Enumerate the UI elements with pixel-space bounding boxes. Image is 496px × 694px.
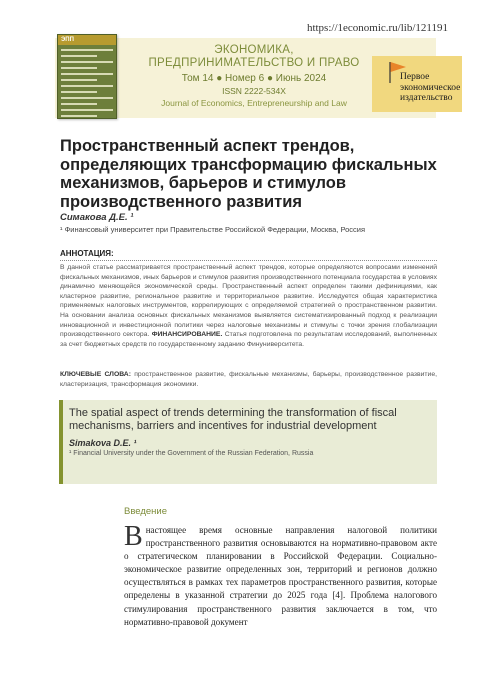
article-author: Симакова Д.Е. ¹	[60, 212, 134, 223]
intro-text: настоящее время основные направления налоговой политики пространственного развития основываются на нормативно-правовом акте о стратегическом планировании в Российской Федерации. Социально-экономическое развитие определенных зон, территорий и регионов должно осуществляться в рамках тех параметров пространственного развития, которые определены в указанной стратегии до 2025 года [4]. Проблема налогового стимулирования пространственного развития заключается в том, что нормативно-правовой документ	[124, 525, 437, 627]
keywords-label: КЛЮЧЕВЫЕ СЛОВА:	[60, 371, 131, 378]
keywords	[60, 370, 437, 389]
funding-label: ФИНАНСИРОВАНИЕ.	[151, 331, 223, 339]
intro-paragraph	[124, 521, 437, 629]
funding-text: Статья подготовлена по результатам исследований, выполненных за счет бюджетных средств по государственному заданию Финуниверситета.	[60, 331, 438, 348]
english-title: The spatial aspect of trends determining the transformation of fiscal mechanisms, barriers and incentives for industrial development	[69, 407, 397, 432]
publisher-badge	[372, 56, 462, 112]
journal-info	[148, 44, 360, 108]
author-affiliation: ¹ Финансовый университет при Правительстве Российской Федерации, Москва, Россия	[60, 225, 366, 234]
journal-name-line1: ЭКОНОМИКА,	[214, 44, 294, 56]
article-url[interactable]: https://1economic.ru/lib/121191	[306, 22, 448, 34]
publisher-name-line1: Первое	[400, 72, 430, 82]
journal-name-line2: ПРЕДПРИНИМАТЕЛЬСТВО И ПРАВО	[148, 57, 360, 69]
english-affiliation: ¹ Financial University under the Government of the Russian Federation, Russia	[69, 450, 314, 457]
keywords-text: пространственное развитие, фискальные механизмы, барьеры, производственное развитие, кластеризация, трансформация экономики.	[60, 371, 437, 388]
journal-issn: ISSN 2222-534X	[222, 86, 286, 96]
english-summary-box	[59, 400, 437, 484]
abstract-divider	[60, 260, 437, 261]
english-author: Simakova D.E. ¹	[69, 438, 137, 448]
section-heading-intro: Введение	[124, 506, 168, 517]
drop-cap: В	[124, 521, 143, 552]
abstract-body	[60, 263, 437, 349]
flag-icon	[386, 60, 410, 84]
journal-name-english: Journal of Economics, Entrepreneurship and Law	[161, 98, 347, 108]
publisher-name-line2: экономическое	[400, 82, 461, 93]
journal-cover-image	[57, 34, 117, 119]
journal-issue: Том 14 ● Номер 6 ● Июнь 2024	[181, 73, 327, 84]
publisher-name-line3: издательство	[400, 93, 453, 103]
article-title: Пространственный аспект трендов, определяющих трансформацию фискальных механизмов, барьеров и стимулов производственного развития	[60, 137, 437, 211]
cover-text-lines	[58, 45, 116, 125]
abstract-text: В данной статье рассматривается пространственный аспект трендов, которые определяются вопросами изменений фискальных механизмов, иных барьеров и стимулов развития производственного потенциала государства в условиях динамично меняющейся экономической среды. Пространственный аспект определен такими дефинициями, как кластерное развитие, региональное развитие и территориальное развитие. Исследуется общая характеристика применяемых налоговых инструментов, коррелирующих с определяемой стратегией о пространственном развитии. На основании анализа основных фискальных механизмов выявляется систематизированный подход к реализации инновационной и инвестиционной политики через налоговые механизмы и стимулы с точки зрения глобализации производственного сектора.	[60, 264, 437, 339]
abstract-heading: АННОТАЦИЯ:	[60, 249, 114, 258]
cover-label: ЭПП	[58, 35, 116, 45]
